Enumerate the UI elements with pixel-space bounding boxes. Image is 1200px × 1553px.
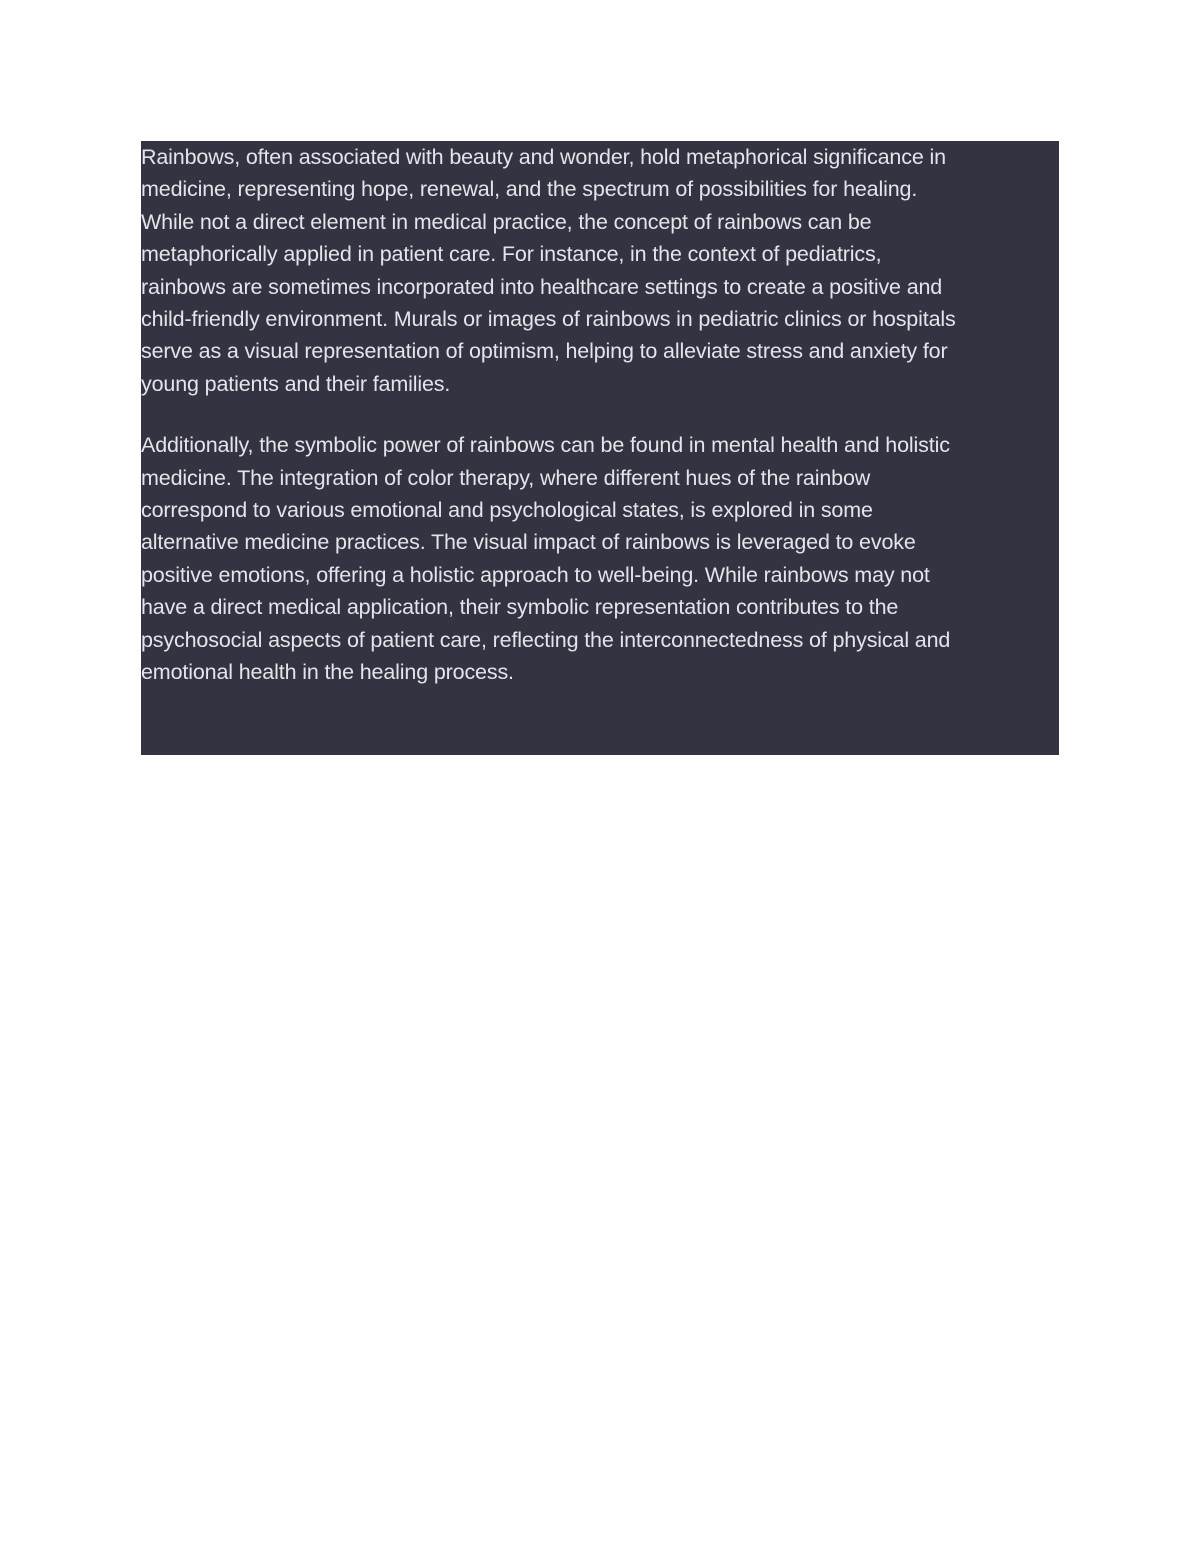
paragraph-rainbows-metaphor: Rainbows, often associated with beauty and wonder, hold metaphorical significance in medicine, representing hope, renewal, and the spectrum of possibilities for healing. While not a direct element in medical practice, the concept of rainbows can be metaphorically applied in patient care. For instance, in the context of pediatrics, rainbows are sometimes incorporated into healthcare settings to create a positive and child-friendly environment. Murals or images of rainbows in pediatric clinics or hospitals serve as a visual representation of optimism, helping to alleviate stress and anxiety for young patients and their families. (141, 145, 956, 396)
paragraph-rainbows-holistic: Additionally, the symbolic power of rainbows can be found in mental health and holistic medicine. The integration of color therapy, where different hues of the rainbow correspond to various emotional and psychological states, is explored in some alternative medicine practices. The visual impact of rainbows is leveraged to evoke positive emotions, offering a holistic approach to well-being. While rainbows may not have a direct medical application, their symbolic representation contributes to the psychosocial aspects of patient care, reflecting the interconnectedness of physical and emotional health in the healing process. (141, 433, 951, 685)
text-block (141, 141, 1059, 755)
